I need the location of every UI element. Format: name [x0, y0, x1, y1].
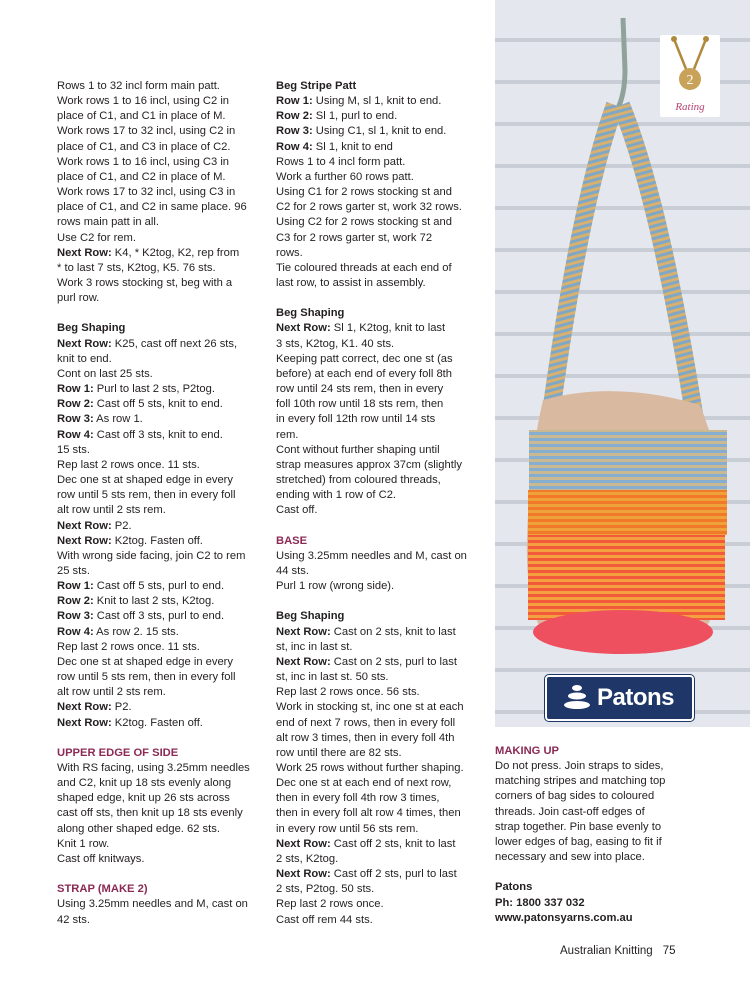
row-text: Using 3.25mm needles and M, cast on: [276, 549, 467, 562]
text-line: [276, 564, 482, 579]
text-line: [57, 79, 262, 94]
row-text: Purl 1 row (wrong side).: [276, 580, 395, 593]
row-text: then in every foll alt row 4 times, then: [276, 807, 461, 820]
text-line: [276, 852, 482, 867]
row-text: Cast off 5 sts, purl to end.: [93, 580, 225, 593]
row-text: then in every foll 4th row 3 times,: [276, 792, 440, 805]
text-line: [57, 200, 262, 215]
row-label: Row 3:: [276, 125, 313, 138]
row-label: Next Row:: [276, 625, 331, 638]
text-line: [57, 670, 262, 685]
text-line: [57, 382, 262, 397]
row-text: K2tog. Fasten off.: [111, 716, 203, 729]
row-text: Using C1, sl 1, knit to end.: [312, 125, 447, 138]
row-text: place of C1, and C1 in place of M.: [57, 110, 226, 123]
row-text: 25 sts.: [57, 564, 90, 577]
section-heading: UPPER EDGE OF SIDE: [57, 746, 179, 759]
row-text: P2.: [111, 701, 132, 714]
row-text: Purl to last 2 sts, P2tog.: [93, 383, 215, 396]
text-line: [57, 913, 262, 928]
text-line: [276, 246, 482, 261]
text-line: [57, 458, 262, 473]
patons-logo-wordmark: Patons: [597, 684, 675, 711]
section-heading: Ph: 1800 337 032: [495, 896, 585, 909]
text-line: [57, 170, 262, 185]
row-text: Work rows 1 to 16 incl, using C3 in: [57, 155, 230, 168]
row-text: Sl 1, knit to end: [312, 140, 393, 153]
text-line: [57, 564, 262, 579]
text-line: [276, 261, 482, 276]
text-line: [276, 822, 482, 837]
text-line: [276, 731, 482, 746]
text-line: [495, 805, 695, 820]
row-text: 15 sts.: [57, 443, 90, 456]
row-text: Work in stocking st, inc one st at each: [276, 701, 464, 714]
row-text: alt row until 2 sts rem.: [57, 504, 166, 517]
text-line: [57, 519, 262, 534]
row-text: Cast off rem 44 sts.: [276, 913, 373, 926]
row-text: row until 24 sts rem, then in every: [276, 383, 444, 396]
column-middle: [276, 79, 482, 928]
row-text: last row, to assist in assembly.: [276, 277, 426, 290]
row-text: along other shaped edge. 62 sts.: [57, 822, 220, 835]
text-line: [57, 231, 262, 246]
row-label: Next Row:: [276, 655, 331, 668]
row-text: C2 for 2 rows garter st, work 32 rows.: [276, 201, 462, 214]
row-text: Rep last 2 rows once. 56 sts.: [276, 686, 420, 699]
row-text: K4, * K2tog, K2, rep from: [111, 246, 240, 259]
row-text: corners of bag sides to coloured: [495, 790, 655, 803]
text-line: [276, 200, 482, 215]
text-line: [57, 367, 262, 382]
text-line: [57, 579, 262, 594]
text-line: [57, 549, 262, 564]
text-line: [57, 837, 262, 852]
text-line: [57, 594, 262, 609]
text-line: [276, 913, 482, 928]
magazine-name: Australian Knitting: [560, 945, 653, 957]
text-line: [57, 806, 262, 821]
text-line: [495, 850, 695, 865]
row-text: Work rows 17 to 32 incl, using C3 in: [57, 186, 236, 199]
text-line: [57, 685, 262, 700]
row-text: rows.: [276, 246, 303, 259]
text-line: [276, 882, 482, 897]
row-text: Dec one st at shaped edge in every: [57, 474, 234, 487]
section-heading: Patons: [495, 881, 533, 894]
text-line: [57, 155, 262, 170]
text-line: [276, 337, 482, 352]
row-label: Next Row:: [276, 322, 331, 335]
text-line: [57, 897, 262, 912]
row-text: Work 3 rows stocking st, beg with a: [57, 277, 233, 290]
rating-number: 2: [686, 73, 694, 88]
row-text: ending with 1 row of C2.: [276, 489, 397, 502]
row-text: P2.: [111, 519, 132, 532]
row-text: Do not press. Join straps to sides,: [495, 760, 664, 773]
row-text: strap together. Pin base evenly to: [495, 820, 662, 833]
row-text: 3 sts, K2tog, K1. 40 sts.: [276, 337, 395, 350]
text-line: [276, 124, 482, 139]
row-text: As row 2. 15 sts.: [93, 625, 179, 638]
text-line: [276, 503, 482, 518]
row-label: Next Row:: [57, 701, 112, 714]
section-heading: www.patonsyarns.com.au: [495, 911, 633, 924]
text-line: [276, 382, 482, 397]
text-line: [276, 716, 482, 731]
row-text: Cast off 3 sts, knit to end.: [93, 428, 223, 441]
text-line: [57, 503, 262, 518]
section-heading: MAKING UP: [495, 745, 560, 757]
row-text: Work rows 1 to 16 incl, using C2 in: [57, 95, 230, 108]
row-text: rem.: [276, 428, 299, 441]
row-text: end of next 7 rows, then in every foll: [276, 716, 456, 729]
section-heading: Beg Shaping: [276, 307, 345, 320]
paragraph-gap: [495, 865, 695, 880]
row-text: row until 5 sts rem, then in every foll: [57, 489, 236, 502]
paragraph-gap: [276, 594, 482, 609]
row-text: With RS facing, using 3.25mm needles: [57, 762, 250, 774]
text-line: [57, 700, 262, 715]
text-line: [57, 246, 262, 261]
text-line: [276, 473, 482, 488]
row-text: strap measures approx 37cm (slightly: [276, 458, 462, 471]
paragraph-gap: [57, 867, 262, 882]
row-label: Row 1:: [276, 95, 313, 108]
text-line: [57, 109, 262, 124]
paragraph-gap: [276, 291, 482, 306]
column-right-making-up: [495, 744, 695, 926]
row-label: Row 2:: [57, 398, 94, 411]
text-line: [276, 685, 482, 700]
row-text: stretched) from coloured threads,: [276, 474, 441, 487]
text-line: [57, 397, 262, 412]
row-text: Knit to last 2 sts, K2tog.: [93, 595, 215, 608]
row-text: place of C1, and C3 in place of C2.: [57, 140, 231, 153]
text-line: [57, 443, 262, 458]
text-line: [276, 625, 482, 640]
row-text: 44 sts.: [276, 564, 309, 577]
text-line: [57, 124, 262, 139]
row-text: Using C2 for 2 rows stocking st and: [276, 216, 452, 229]
paragraph-gap: [276, 519, 482, 534]
row-text: Rows 1 to 32 incl form main patt.: [57, 80, 220, 92]
text-line: [57, 609, 262, 624]
text-line: [57, 655, 262, 670]
text-line: [495, 835, 695, 850]
row-text: Tie coloured threads at each end of: [276, 261, 452, 274]
row-label: Row 2:: [57, 595, 94, 608]
row-label: Row 1:: [57, 580, 94, 593]
text-line: [276, 700, 482, 715]
row-label: Next Row:: [57, 519, 112, 532]
text-line: [276, 655, 482, 670]
row-text: Rep last 2 rows once. 11 sts.: [57, 640, 200, 653]
text-line: [276, 458, 482, 473]
row-label: Row 3:: [57, 413, 94, 426]
row-text: alt row until 2 sts rem.: [57, 686, 166, 699]
row-text: lower edges of bag, easing to fit if: [495, 835, 662, 848]
row-label: Next Row:: [57, 534, 112, 547]
text-line: [276, 321, 482, 336]
row-text: foll 10th row until 18 sts rem, then: [276, 398, 444, 411]
column-left: [57, 79, 262, 928]
text-line: [57, 276, 262, 291]
row-text: Using C1 for 2 rows stocking st and: [276, 186, 452, 199]
text-line: [276, 867, 482, 882]
row-text: C3 for 2 rows garter st, work 72: [276, 231, 433, 244]
row-label: Next Row:: [276, 868, 331, 881]
row-text: Cast off 2 sts, knit to last: [330, 837, 456, 850]
row-text: As row 1.: [93, 413, 143, 426]
text-line: [276, 806, 482, 821]
text-line: [276, 352, 482, 367]
row-text: Rep last 2 rows once.: [276, 898, 384, 911]
row-text: With wrong side facing, join C2 to rem: [57, 549, 246, 562]
row-text: Using M, sl 1, knit to end.: [312, 95, 442, 108]
page-number: 75: [662, 945, 676, 957]
row-text: Cont on last 25 sts.: [57, 367, 153, 380]
row-text: Work rows 17 to 32 incl, using C2 in: [57, 125, 236, 138]
text-line: [57, 94, 262, 109]
row-text: st, inc in last st. 50 sts.: [276, 671, 389, 684]
text-line: [57, 261, 262, 276]
row-label: Next Row:: [57, 337, 112, 350]
row-text: in every foll 12th row until 14 sts: [276, 413, 436, 426]
text-line: [57, 185, 262, 200]
text-line: [57, 473, 262, 488]
text-line: [57, 761, 262, 776]
text-line: [276, 761, 482, 776]
row-text: 2 sts, P2tog. 50 sts.: [276, 883, 375, 896]
row-text: 42 sts.: [57, 913, 90, 926]
row-label: Row 4:: [57, 625, 94, 638]
text-line: [276, 397, 482, 412]
text-line: [57, 140, 262, 155]
text-line: [276, 231, 482, 246]
section-heading: Beg Stripe Patt: [276, 80, 357, 92]
page-footer: [560, 945, 676, 957]
text-line: [276, 428, 482, 443]
row-text: alt row 3 times, then in every foll 4th: [276, 731, 455, 744]
text-line: [276, 488, 482, 503]
row-text: Sl 1, K2tog, knit to last: [330, 322, 446, 335]
row-text: row until there are 82 sts.: [276, 746, 402, 759]
text-line: [276, 412, 482, 427]
text-line: [57, 337, 262, 352]
row-text: Dec one st at shaped edge in every: [57, 655, 234, 668]
text-line: [57, 488, 262, 503]
text-line: [276, 443, 482, 458]
paragraph-gap: [57, 731, 262, 746]
text-line: [57, 412, 262, 427]
text-line: [276, 549, 482, 564]
text-line: [57, 852, 262, 867]
text-line: [276, 640, 482, 655]
row-text: Knit 1 row.: [57, 837, 110, 850]
row-label: Row 3:: [57, 610, 94, 623]
paragraph-gap: [57, 306, 262, 321]
row-text: shaped edge, knit up 26 sts across: [57, 792, 230, 805]
text-line: [57, 534, 262, 549]
text-line: [276, 897, 482, 912]
row-label: Next Row:: [57, 716, 112, 729]
row-text: row until 5 sts rem, then in every foll: [57, 671, 236, 684]
row-text: necessary and sew into place.: [495, 851, 645, 864]
row-text: K25, cast off next 26 sts,: [111, 337, 238, 350]
row-text: rows main patt in all.: [57, 216, 159, 229]
row-text: Cont without further shaping until: [276, 443, 440, 456]
text-line: [57, 822, 262, 837]
text-line: [57, 428, 262, 443]
row-text: cast off sts, then knit up 18 sts evenly: [57, 807, 243, 820]
row-text: in every row until 56 sts rem.: [276, 822, 419, 835]
row-text: Work 25 rows without further shaping.: [276, 761, 464, 774]
text-line: [57, 716, 262, 731]
section-heading: Beg Shaping: [276, 610, 345, 623]
text-line: [57, 791, 262, 806]
text-line: [276, 94, 482, 109]
text-line: [276, 579, 482, 594]
rating-badge: [660, 35, 720, 117]
patons-logo-icon: [557, 681, 597, 715]
row-text: Dec one st at each end of next row,: [276, 777, 452, 790]
text-line: [276, 170, 482, 185]
row-text: matching stripes and matching top: [495, 775, 666, 788]
row-label: Row 1:: [57, 383, 94, 396]
row-label: Row 2:: [276, 110, 313, 123]
row-label: Row 4:: [57, 428, 94, 441]
row-text: Cast off 2 sts, purl to last: [330, 868, 457, 881]
text-line: [57, 291, 262, 306]
row-label: Row 4:: [276, 140, 313, 153]
rating-label: Rating: [675, 101, 705, 113]
text-line: [495, 820, 695, 835]
row-text: Using 3.25mm needles and M, cast on: [57, 898, 248, 911]
row-text: 2 sts, K2tog.: [276, 852, 339, 865]
text-line: [276, 155, 482, 170]
row-text: Rep last 2 rows once. 11 sts.: [57, 458, 200, 471]
text-line: [57, 625, 262, 640]
text-line: [276, 837, 482, 852]
row-text: Keeping patt correct, dec one st (as: [276, 352, 453, 365]
row-text: and C2, knit up 18 sts evenly along: [57, 777, 232, 790]
text-line: [495, 789, 695, 804]
row-text: Work a further 60 rows patt.: [276, 170, 414, 183]
row-text: Cast on 2 sts, knit to last: [330, 625, 456, 638]
row-text: place of C1, and C2 in same place. 96: [57, 201, 247, 214]
row-text: place of C1, and C2 in place of M.: [57, 170, 226, 183]
row-text: K2tog. Fasten off.: [111, 534, 203, 547]
text-line: [276, 746, 482, 761]
row-text: Rows 1 to 4 incl form patt.: [276, 155, 406, 168]
text-line: [276, 367, 482, 382]
section-heading: BASE: [276, 534, 308, 547]
text-line: [495, 774, 695, 789]
text-line: [57, 640, 262, 655]
row-text: Cast on 2 sts, purl to last: [330, 655, 457, 668]
text-line: [276, 276, 482, 291]
row-text: Cast off.: [276, 504, 318, 517]
row-text: before) at each end of every foll 8th: [276, 367, 453, 380]
row-text: Sl 1, purl to end.: [312, 110, 398, 123]
patons-logo: [545, 675, 694, 721]
row-text: purl row.: [57, 292, 100, 305]
text-line: [276, 776, 482, 791]
text-line: [57, 215, 262, 230]
row-text: Cast off 3 sts, purl to end.: [93, 610, 225, 623]
section-heading: Beg Shaping: [57, 322, 126, 335]
section-heading: STRAP (MAKE 2): [57, 883, 148, 896]
row-text: st, inc in last st.: [276, 640, 353, 653]
row-text: * to last 7 sts, K2tog, K5. 76 sts.: [57, 261, 216, 274]
text-line: [276, 185, 482, 200]
row-label: Next Row:: [276, 837, 331, 850]
text-line: [276, 670, 482, 685]
text-line: [276, 791, 482, 806]
text-line: [57, 776, 262, 791]
row-label: Next Row:: [57, 246, 112, 259]
row-text: knit to end.: [57, 352, 112, 365]
knitting-needles-icon: [660, 35, 720, 101]
row-text: threads. Join cast-off edges of: [495, 805, 645, 818]
text-line: [276, 109, 482, 124]
text-line: [495, 759, 695, 774]
text-line: [276, 140, 482, 155]
row-text: Cast off 5 sts, knit to end.: [93, 398, 223, 411]
row-text: Use C2 for rem.: [57, 231, 136, 244]
text-line: [276, 215, 482, 230]
text-line: [57, 352, 262, 367]
row-text: Cast off knitways.: [57, 852, 145, 865]
